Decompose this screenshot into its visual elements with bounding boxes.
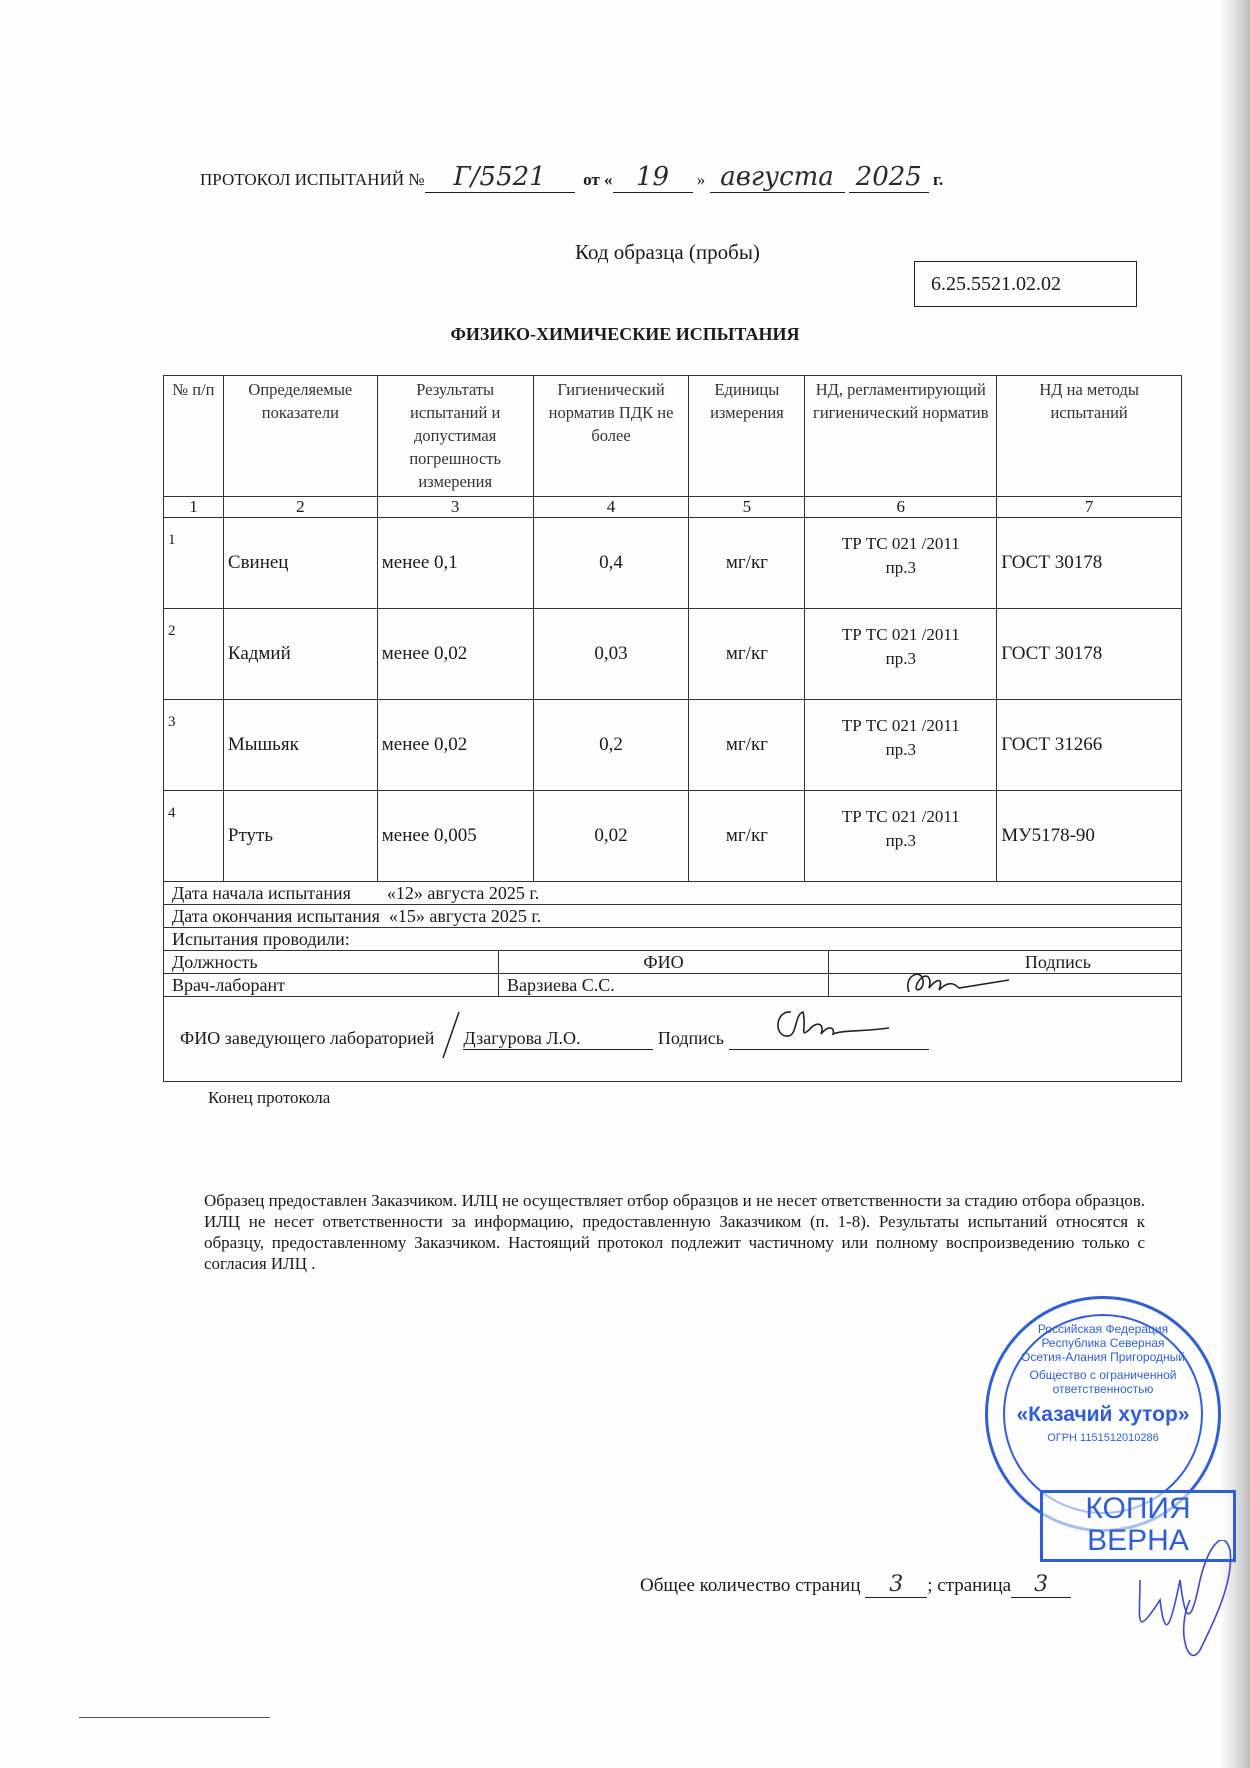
day: 19 [613, 162, 693, 193]
norm: 0,2 [533, 700, 689, 791]
unit: мг/кг [689, 700, 805, 791]
head-row [164, 997, 1182, 1082]
column-number: 5 [689, 497, 805, 518]
norm-doc-line: ТР ТС 021 /2011 [841, 625, 960, 644]
norm: 0,03 [533, 609, 689, 700]
stamp-outer-text: Российская Федерация Республика Северная Осетия-Алания Пригородный [1021, 1322, 1185, 1364]
year-suffix: г. [933, 170, 944, 189]
verifier-signature-icon [1130, 1540, 1240, 1670]
column-header: НД на методы испытаний [997, 376, 1182, 497]
column-number: 7 [997, 497, 1182, 518]
norm: 0,02 [533, 791, 689, 882]
indicator: Свинец [223, 518, 377, 609]
staff-position: Врач-лаборант [164, 974, 499, 996]
norm-document [805, 518, 997, 609]
head-label: ФИО заведующего лабораторией [180, 1028, 435, 1048]
disclaimer: Образец предоставлен Заказчиком. ИЛЦ не осуществляет отбор образцов и не несет ответственности за стадию отбора образцов. ИЛЦ не несет ответственности за информацию, предоставленную Заказчиком (п. 1-8). Результаты испытаний относятся к образцу, предоставленному Заказчиком. Настоящий протокол подлежит частичному или полному воспроизведению только с согласия ИЛЦ . [204, 1191, 1145, 1273]
copy-stamp-line1: КОПИЯ [1085, 1492, 1191, 1525]
column-header: НД, регламентирующий гигиенический норматив [805, 376, 997, 497]
table-row [164, 700, 1182, 791]
signature-header: Подпись [1024, 952, 1091, 972]
stamp-inner-text: Общество с ограниченной ответственностью [1029, 1368, 1177, 1396]
sample-code: 6.25.5521.02.02 [914, 261, 1137, 307]
table-row [164, 791, 1182, 882]
footer-line [79, 1717, 270, 1718]
norm-doc-line: ТР ТС 021 /2011 [841, 807, 960, 826]
column-numbers-row [164, 497, 1182, 518]
test-method: МУ5178-90 [997, 791, 1182, 882]
page-label: ; страница [927, 1575, 1012, 1596]
column-header: № п/п [164, 376, 224, 497]
norm-document [805, 791, 997, 882]
staff-signature [829, 974, 1181, 996]
from-label: от « [583, 170, 613, 189]
section-title: ФИЗИКО-ХИМИЧЕСКИЕ ИСПЫТАНИЯ [450, 324, 800, 344]
result: менее 0,005 [377, 791, 533, 882]
results-table [163, 375, 1182, 1082]
norm-document [805, 700, 997, 791]
column-header: Определяемые показатели [223, 376, 377, 497]
table-header [164, 376, 1182, 497]
row-number: 1 [164, 518, 224, 609]
performed-by-label: Испытания проводили: [164, 928, 1182, 951]
end-of-protocol: Конец протокола [208, 1088, 331, 1107]
total-pages-label: Общее количество страниц [640, 1575, 861, 1596]
column-number: 4 [533, 497, 689, 518]
test-method: ГОСТ 31266 [997, 700, 1182, 791]
start-date: Дата начала испытания «12» августа 2025 г. [164, 882, 1182, 905]
unit: мг/кг [689, 609, 805, 700]
test-method: ГОСТ 30178 [997, 518, 1182, 609]
norm-doc-appendix: пр.3 [885, 558, 916, 577]
protocol-number: Г/5521 [425, 162, 575, 193]
unit: мг/кг [689, 791, 805, 882]
row-number: 3 [164, 700, 224, 791]
page-count [640, 1572, 1071, 1598]
month: августа [710, 162, 845, 193]
quote-close: » [696, 170, 706, 189]
page-number: 3 [1011, 1572, 1071, 1598]
signature-icon [899, 966, 1039, 1000]
norm-doc-appendix: пр.3 [885, 649, 916, 668]
column-number: 1 [164, 497, 224, 518]
result: менее 0,02 [377, 700, 533, 791]
slash-mark-icon [439, 1008, 463, 1062]
name-header: ФИО [499, 951, 829, 973]
column-header: Гигиенический норматив ПДК не более [533, 376, 689, 497]
end-date: Дата окончания испытания «15» августа 2025 г. [164, 905, 1182, 928]
copy-stamp-line2: ВЕРНА [1087, 1524, 1189, 1557]
norm-doc-appendix: пр.3 [885, 740, 916, 759]
column-header: Единицы измерения [689, 376, 805, 497]
test-method: ГОСТ 30178 [997, 609, 1182, 700]
row-number: 4 [164, 791, 224, 882]
column-header: Результаты испытаний и допустимая погрешность измерения [377, 376, 533, 497]
column-number: 6 [805, 497, 997, 518]
column-number: 3 [377, 497, 533, 518]
table-row [164, 518, 1182, 609]
protocol-label: ПРОТОКОЛ ИСПЫТАНИЙ № [200, 170, 425, 189]
unit: мг/кг [689, 518, 805, 609]
sample-code-label: Код образца (пробы) [575, 240, 760, 264]
head-signature-label: Подпись [657, 1028, 724, 1048]
indicator: Кадмий [223, 609, 377, 700]
row-number: 2 [164, 609, 224, 700]
result: менее 0,1 [377, 518, 533, 609]
protocol-title [200, 162, 943, 193]
norm: 0,4 [533, 518, 689, 609]
norm-doc-line: ТР ТС 021 /2011 [841, 534, 960, 553]
head-name: Дзагурова Л.О. [463, 1028, 653, 1050]
stamp-company-name: «Казачий хутор» [1016, 1403, 1190, 1426]
indicator: Ртуть [223, 791, 377, 882]
norm-doc-line: ТР ТС 021 /2011 [841, 716, 960, 735]
year: 2025 [849, 162, 929, 193]
table-row [164, 609, 1182, 700]
staff-name: Варзиева С.С. [499, 974, 829, 996]
stamp-ogrn: ОГРН 1151512010286 [1047, 1432, 1159, 1444]
staff-row [164, 974, 1182, 997]
total-pages: 3 [865, 1572, 927, 1598]
indicator: Мышьяк [223, 700, 377, 791]
head-signature-icon [769, 1002, 909, 1046]
norm-document [805, 609, 997, 700]
column-number: 2 [223, 497, 377, 518]
norm-doc-appendix: пр.3 [885, 831, 916, 850]
position-header: Должность [164, 951, 499, 973]
result: менее 0,02 [377, 609, 533, 700]
